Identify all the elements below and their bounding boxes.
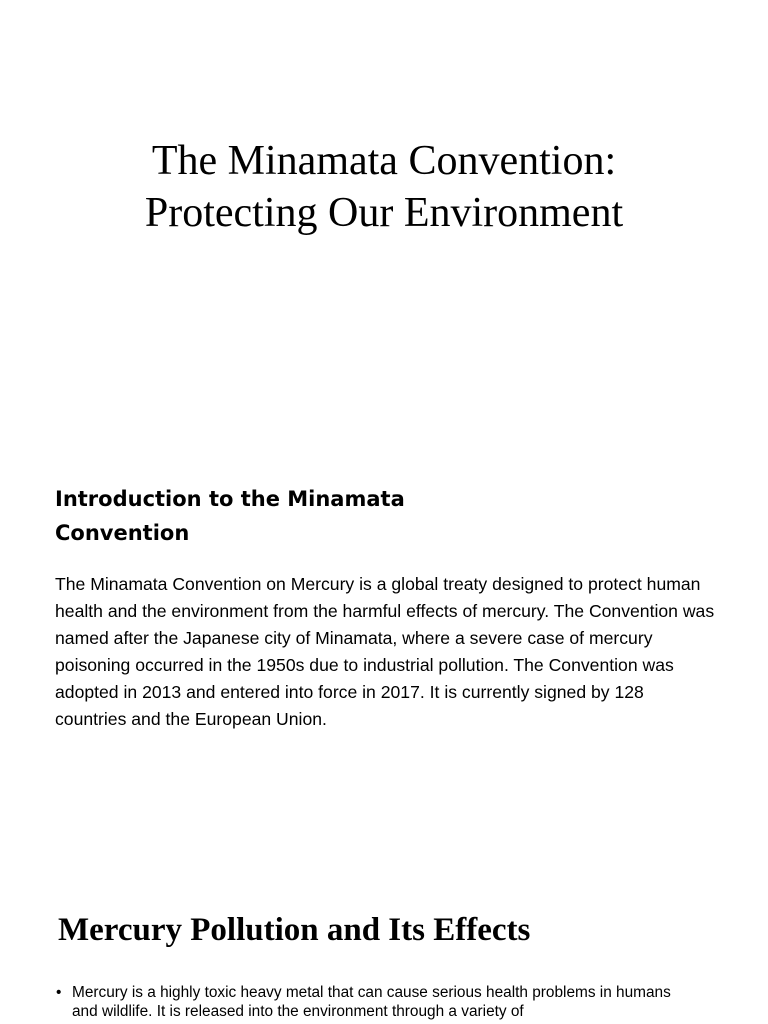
title-line-2: Protecting Our Environment (144, 190, 624, 236)
intro-paragraph: The Minamata Convention on Mercury is a global treaty designed to protect human health and the environment from the harmful effects of mercury. The Convention was named after the Japanese city of Minamata, where a severe case of mercury poisoning occurred in the 1950s due to industrial pollution. The Convention was adopted in 2013 and entered into force in 2017. It is currently signed by 128 countries and the European Union. (55, 574, 715, 729)
intro-slide (0, 440, 768, 870)
mercury-heading: Mercury Pollution and Its Effects (58, 912, 531, 948)
title-line-1: The Minamata Convention: (151, 138, 617, 184)
intro-heading: Introduction to the Minamata Convention (55, 487, 405, 545)
mercury-slide (0, 870, 768, 1024)
bullet-list (56, 983, 696, 1021)
bullet-text: Mercury is a highly toxic heavy metal that can cause serious health problems in humans and wildlife. It is released into the environment through a variety of (72, 984, 671, 1020)
presentation-title (0, 135, 768, 239)
bullet-marker: • (56, 984, 62, 1001)
title-slide (0, 0, 768, 440)
list-item (56, 983, 696, 1021)
